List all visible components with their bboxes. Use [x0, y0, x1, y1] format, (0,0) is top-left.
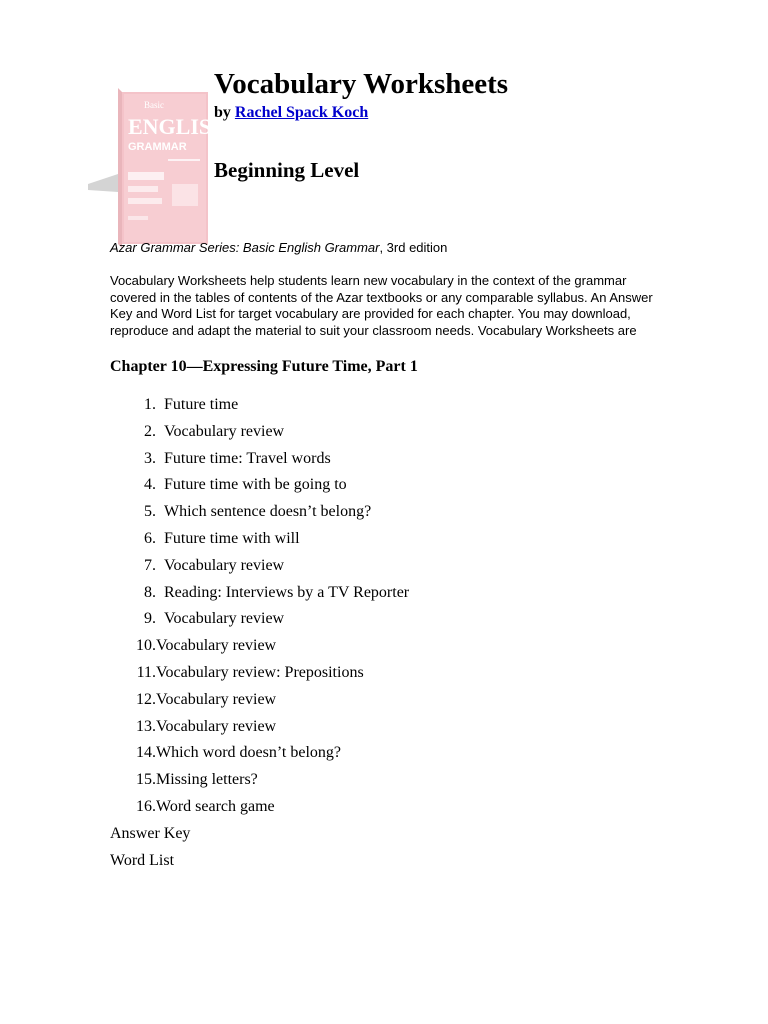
toc-text: Future time with be going to	[164, 476, 347, 494]
book-title-line1: ENGLIS	[128, 114, 208, 139]
toc-number: 6.	[144, 529, 156, 547]
byline-prefix: by	[214, 104, 231, 121]
toc-item[interactable]	[110, 633, 409, 660]
author-link[interactable]: Rachel Spack Koch	[234, 104, 369, 121]
toc-number: 13.	[136, 717, 156, 735]
toc-text: Future time	[164, 396, 239, 413]
toc-text: Vocabulary review	[156, 717, 277, 735]
toc-text: Vocabulary review	[164, 556, 285, 574]
intro-paragraph	[110, 273, 710, 339]
toc-text: Future time with will	[164, 529, 300, 547]
book-title-line2: GRAMMAR	[128, 141, 187, 153]
toc-item[interactable]	[110, 740, 409, 767]
level-heading: Beginning Level	[214, 158, 360, 182]
book-cover-image	[88, 88, 208, 248]
answer-key-item[interactable]: Answer Key	[110, 825, 191, 842]
toc-number: 10.	[136, 637, 156, 655]
intro-line: Vocabulary Worksheets help students learn new vocabulary in the context of the grammar	[110, 273, 627, 288]
byline	[214, 103, 368, 123]
series-line	[110, 239, 447, 256]
toc-text: Which sentence doesn’t belong?	[164, 503, 372, 521]
toc-item[interactable]	[110, 714, 409, 741]
toc-number: 14.	[136, 744, 156, 762]
toc-text: Vocabulary review	[164, 610, 285, 628]
toc-number: 11.	[136, 663, 156, 681]
toc-number: 8.	[144, 583, 156, 601]
toc-number: 5.	[144, 503, 156, 521]
toc-text: Word search game	[156, 797, 275, 815]
toc-item[interactable]	[110, 660, 409, 687]
intro-line: Key and Word List for target vocabulary are provided for each chapter. You may download,	[110, 306, 631, 322]
toc-text: Missing letters?	[156, 771, 258, 789]
toc-item[interactable]	[110, 580, 409, 607]
toc-item[interactable]	[110, 446, 409, 473]
toc-item[interactable]	[110, 606, 409, 633]
toc-number: 12.	[136, 690, 156, 708]
toc-item[interactable]	[110, 687, 409, 714]
series-title: Azar Grammar Series: Basic English Grammar	[110, 240, 380, 255]
toc-item[interactable]	[110, 472, 409, 499]
toc-number: 1.	[144, 396, 156, 413]
toc-number: 16.	[136, 797, 156, 815]
toc-text: Vocabulary review	[156, 690, 277, 708]
book-cover-graphic	[88, 88, 208, 248]
toc-number: 7.	[144, 556, 156, 574]
chapter-title: Chapter 10—Expressing Future Time, Part 1	[110, 358, 418, 375]
toc-number: 3.	[144, 449, 156, 467]
table-of-contents	[110, 392, 409, 821]
toc-item[interactable]	[110, 553, 409, 580]
page-title: Vocabulary Worksheets	[214, 68, 509, 100]
toc-number: 2.	[144, 422, 156, 440]
toc-text: Vocabulary review	[164, 422, 285, 440]
series-edition: , 3rd edition	[379, 240, 448, 255]
toc-item[interactable]	[110, 767, 409, 794]
word-list-item[interactable]: Word List	[110, 851, 175, 869]
toc-number: 4.	[144, 476, 156, 494]
toc-number: 9.	[144, 610, 156, 628]
intro-line: reproduce and adapt the material to suit your classroom needs. Vocabulary Worksheets are	[110, 322, 637, 338]
toc-text: Reading: Interviews by a TV Reporter	[164, 583, 410, 601]
toc-item[interactable]	[110, 526, 409, 553]
book-top-text: Basic	[144, 100, 164, 110]
toc-text: Future time: Travel words	[164, 449, 331, 467]
toc-item[interactable]	[110, 794, 409, 821]
toc-item[interactable]	[110, 419, 409, 446]
toc-item[interactable]	[110, 392, 409, 419]
toc-item[interactable]	[110, 499, 409, 526]
toc-text: Vocabulary review: Prepositions	[156, 663, 364, 681]
toc-text: Which word doesn’t belong?	[156, 744, 341, 762]
toc-number: 15.	[136, 771, 156, 789]
intro-line: covered in the tables of contents of the Azar textbooks or any comparable syllabus. An Answer	[110, 289, 653, 305]
extras-section	[110, 821, 190, 875]
toc-text: Vocabulary review	[156, 637, 277, 655]
